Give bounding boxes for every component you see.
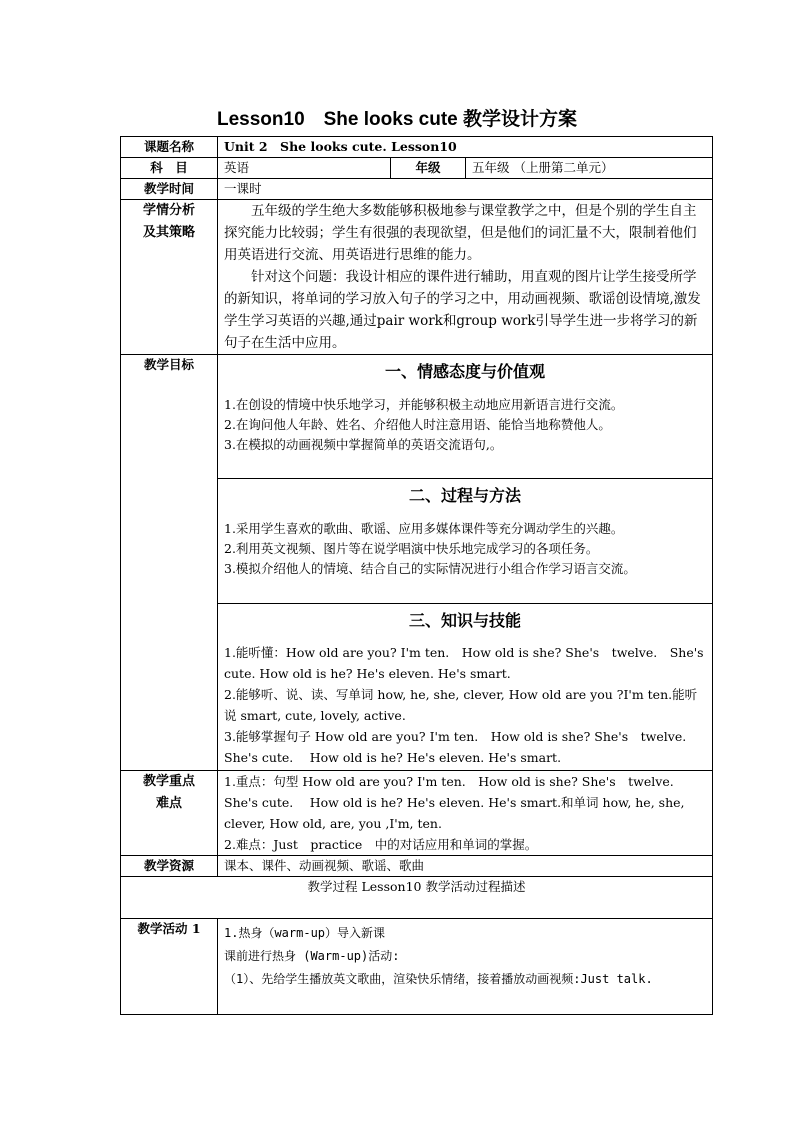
activity-1-line-3: （1）、先给学生播放英文歌曲，渲染快乐情绪，接着播放动画视频:Just talk. (224, 972, 653, 986)
goals-heading-1: 一、情感态度与价值观 (385, 362, 546, 381)
key-points-content (218, 771, 713, 856)
resources-row (121, 856, 713, 877)
time-value: 一课时 (218, 179, 713, 200)
time-row (121, 179, 713, 200)
subject-row (121, 158, 713, 179)
goal-1-item-2: 2.在询问他人年龄、姓名、介绍他人时注意用语、能恰当地称赞他人。 (224, 417, 611, 432)
process-title-row (121, 877, 713, 919)
goals-row-1 (121, 355, 713, 479)
key-points-label (121, 771, 218, 856)
goal-3-item-2: 2.能够听、说、读、写单词 how, he, she, clever, How old are you ?I'm ten.能听说 smart, cute, lovely, active. (224, 687, 698, 723)
lesson-plan-table (120, 136, 713, 1015)
activity-1-line-1: 1.热身（warm-up）导入新课 (224, 926, 386, 940)
analysis-paragraph-2: 针对这个问题：我设计相应的课件进行辅助，用直观的图片让学生接受所学的新知识，将单词的学习放入句子的学习之中，用动画视频、歌谣创设情境,激发学生学习英语的兴趣,通过pair work和group work引导学生进一步将学习的新句子在生活中应用。 (224, 269, 701, 351)
activity-1-line-2: 课前进行热身 (Warm-up)活动: (224, 949, 400, 963)
key-points-label-text: 教学重点难点 (142, 774, 195, 811)
goal-3-item-1: 1.能听懂：How old are you? I'm ten. How old is she? She's twelve. She's cute. How old is he? He's eleven. He's smart. (224, 645, 704, 681)
analysis-label-text: 学情分析及其策略 (142, 203, 195, 240)
subject-value: 英语 (218, 158, 391, 179)
activity-1-label: 教学活动 1 (121, 919, 218, 1015)
analysis-label (121, 200, 218, 355)
goal-1-item-3: 3.在模拟的动画视频中掌握简单的英语交流语句,。 (224, 437, 503, 452)
goal-2-item-3: 3.模拟介绍他人的情境、结合自己的实际情况进行小组合作学习语言交流。 (224, 561, 636, 576)
resources-label: 教学资源 (121, 856, 218, 877)
grade-value: 五年级 （上册第二单元） (466, 158, 713, 179)
goal-3-item-3: 3.能够掌握句子 How old are you? I'm ten. How old is she? She's twelve. She's cute. How old is he? He's eleven. He's smart. (224, 729, 699, 765)
goals-section-2 (218, 479, 713, 604)
document-title: Lesson10 She looks cute 教学设计方案 (216, 109, 578, 130)
activity-1-row (121, 919, 713, 1015)
analysis-row (121, 200, 713, 355)
subject-label: 科 目 (121, 158, 218, 179)
topic-row (121, 137, 713, 158)
goal-2-item-1: 1.采用学生喜欢的歌曲、歌谣、应用多媒体课件等充分调动学生的兴趣。 (224, 521, 624, 536)
time-label: 教学时间 (121, 179, 218, 200)
activity-1-content (218, 919, 713, 1015)
key-point-2: 2.难点：Just practice 中的对话应用和单词的掌握。 (224, 837, 538, 852)
goals-heading-3: 三、知识与技能 (409, 611, 522, 630)
goals-heading-2: 二、过程与方法 (409, 486, 522, 505)
topic-value: Unit 2 She looks cute. Lesson10 (218, 137, 713, 158)
grade-label: 年级 (391, 158, 466, 179)
key-points-row (121, 771, 713, 856)
analysis-content (218, 200, 713, 355)
process-title: 教学过程 Lesson10 教学活动过程描述 (121, 877, 713, 919)
goal-2-item-2: 2.利用英文视频、图片等在说学唱演中快乐地完成学习的各项任务。 (224, 541, 599, 556)
resources-value: 课本、课件、动画视频、歌谣、歌曲 (218, 856, 713, 877)
goals-label: 教学目标 (121, 355, 218, 771)
analysis-paragraph-1: 五年级的学生绝大多数能够积极地参与课堂教学之中，但是个别的学生自主探究能力比较弱；学生有很强的表现欲望，但是他们的词汇量不大，限制着他们用英语进行交流、用英语进行思维的能力。 (224, 203, 697, 263)
key-point-1: 1.重点：句型 How old are you? I'm ten. How old is she? She's twelve. She's cute. How old is he? He's eleven. He's smart.和单词 how, he, she, clever, How old, are, you ,I'm, ten. (224, 774, 687, 831)
goal-1-item-1: 1.在创设的情境中快乐地学习，并能够积极主动地应用新语言进行交流。 (224, 397, 624, 412)
goals-section-1 (218, 355, 713, 479)
topic-label: 课题名称 (121, 137, 218, 158)
goals-section-3 (218, 604, 713, 771)
